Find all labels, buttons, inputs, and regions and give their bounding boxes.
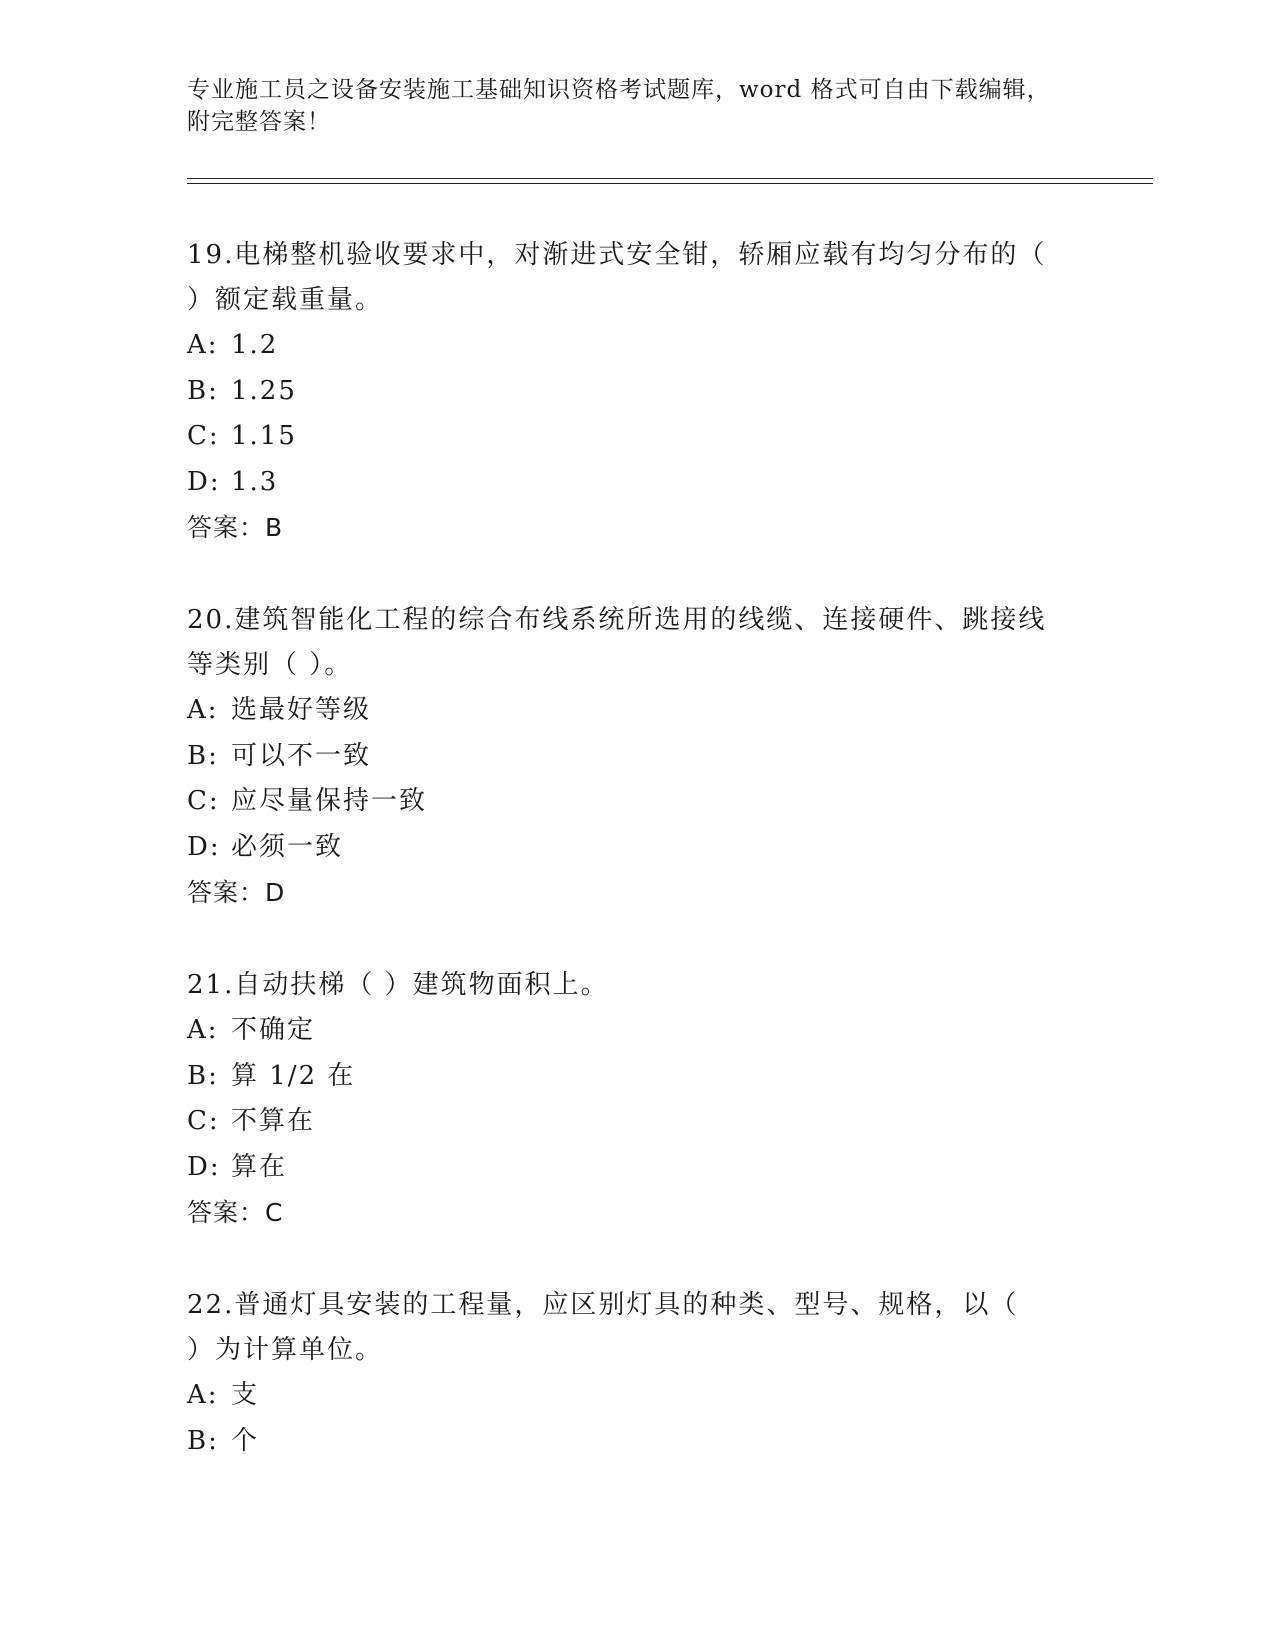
option-letter: A: [187,1380,219,1410]
option-letter: C: [187,786,220,816]
question-stem-line: 19.电梯整机验收要求中，对渐进式安全钳，轿厢应载有均匀分布的（ [187,240,1047,270]
header-line-1: 专业施工员之设备安装施工基础知识资格考试题库，word 格式可自由下载编辑， [187,77,1051,103]
option-text: 不算在 [231,1106,316,1136]
option-a [187,323,1087,369]
option-text: 1.25 [231,375,297,406]
header-divider-top [187,178,1153,179]
option-letter: D: [187,1151,221,1182]
option-letter: D: [187,466,221,497]
question-stem-line: 20.建筑智能化工程的综合布线系统所选用的线缆、连接硬件、跳接线 [187,605,1047,635]
option-a [187,1008,1087,1054]
option-letter: B: [187,740,219,771]
option-text: 选最好等级 [231,695,372,725]
answer-line: 答案：C [187,1198,284,1227]
question-20 [187,598,1087,916]
question-22 [187,1283,1087,1464]
option-a [187,688,1087,734]
header-line-2: 附完整答案！ [187,109,331,135]
option-text: 必须一致 [231,831,344,862]
option-letter: B: [187,375,219,406]
option-letter: B: [187,1425,219,1456]
question-19 [187,233,1087,551]
question-stem-line: 等类别（ ）。 [187,650,353,680]
option-text: 支 [231,1380,260,1410]
option-text: 可以不一致 [231,740,372,771]
option-letter: A: [187,330,219,360]
question-stem-line: 22.普通灯具安装的工程量，应区别灯具的种类、型号、规格，以（ [187,1290,1019,1320]
question-stem-line: ）额定载重量。 [187,285,384,315]
option-b [187,1054,1087,1100]
option-text: 算 1/2 在 [231,1060,356,1091]
question-21 [187,963,1087,1236]
option-text: 1.15 [231,421,297,451]
option-letter: B: [187,1060,219,1091]
option-c [187,779,1087,825]
option-letter: C: [187,1106,220,1136]
option-letter: C: [187,421,220,451]
document-header [187,74,1087,138]
option-d [187,460,1087,506]
header-divider-bottom [187,183,1153,184]
question-stem-line: 21.自动扶梯（ ）建筑物面积上。 [187,970,609,1000]
option-d [187,825,1087,871]
option-a [187,1373,1087,1419]
option-b [187,734,1087,780]
option-d [187,1145,1087,1191]
option-text: 个 [231,1425,260,1456]
option-text: 1.2 [231,330,279,360]
option-text: 不确定 [231,1015,316,1045]
option-c [187,414,1087,460]
option-letter: A: [187,1015,219,1045]
option-b [187,1419,1087,1465]
option-text: 算在 [231,1151,288,1182]
option-letter: A: [187,695,219,725]
question-stem-line: ）为计算单位。 [187,1335,384,1365]
answer-line: 答案：D [187,878,286,907]
option-c [187,1099,1087,1145]
option-letter: D: [187,831,221,862]
option-text: 1.3 [231,466,279,497]
option-text: 应尽量保持一致 [231,786,428,816]
option-b [187,369,1087,415]
answer-line: 答案：B [187,513,284,542]
